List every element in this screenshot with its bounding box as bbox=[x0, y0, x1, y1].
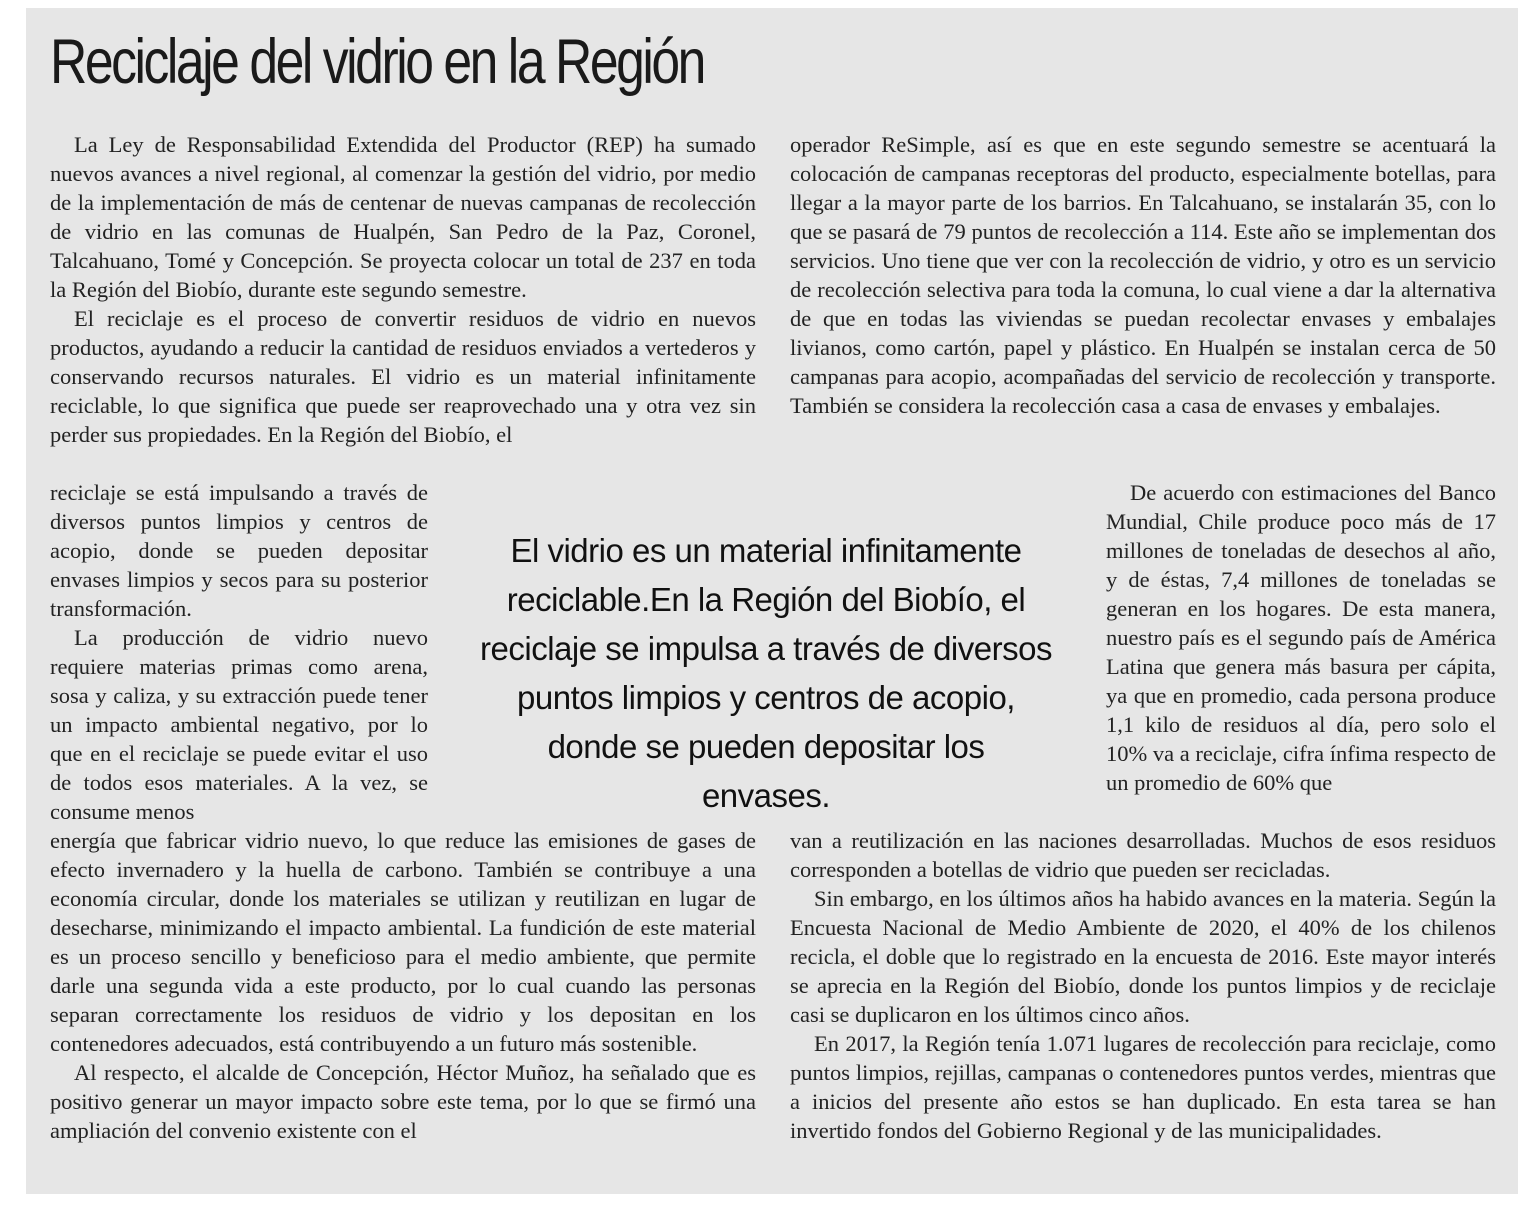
paragraph: Sin embargo, en los últimos años ha habido avances en la materia. Según la Encuesta Nacional de Medio Ambiente de 2020, el 40% de los chilenos recicla, el doble que lo registrado en la encuesta de 2016. Este mayor interés se aprecia en la Región del Biobío, donde los puntos limpios y de reciclaje casi se duplicaron en los últimos cinco años. bbox=[790, 886, 1496, 1027]
paragraph: De acuerdo con estimaciones del Banco Mundial, Chile produce poco más de 17 millones de toneladas de desechos al año, y de éstas, 7,4 millones de toneladas se generan en los hogares. De esta manera, nuestro país es el segundo país de América Latina que genera más basura per cápita, ya que en promedio, cada persona produce 1,1 kilo de residuos al día, pero solo el 10% va a reciclaje, cifra ínfima respecto de un promedio de 60% que bbox=[1106, 480, 1496, 795]
left-column-top bbox=[50, 130, 756, 478]
left-column-bottom bbox=[50, 826, 756, 1174]
right-column-bottom bbox=[790, 826, 1496, 1174]
left-column-narrow bbox=[50, 478, 428, 826]
paragraph: reciclaje se está impulsando a través de diversos puntos limpios y centros de acopio, donde se pueden depositar envases limpios y secos para su posterior transformación. bbox=[50, 480, 428, 621]
article-title: Reciclaje del vidrio en la Región bbox=[50, 27, 704, 97]
right-column-narrow bbox=[1106, 478, 1496, 826]
paragraph: energía que fabricar vidrio nuevo, lo que reduce las emisiones de gases de efecto invernadero y la huella de carbono. También se contribuye a una economía circular, donde los materiales se utilizan y reutilizan en lugar de desecharse, minimizando el impacto ambiental. La fundición de este material es un proceso sencillo y beneficioso para el medio ambiente, que permite darle una segunda vida a este producto, por lo cual cuando las personas separan correctamente los residuos de vidrio y los depositan en los contenedores adecuados, está contribuyendo a un futuro más sostenible. bbox=[50, 828, 756, 1056]
paragraph: La producción de vidrio nuevo requiere materias primas como arena, sosa y caliza, y su extracción puede tener un impacto ambiental negativo, por lo que en el reciclaje se puede evitar el uso de todos esos materiales. A la vez, se consume menos bbox=[50, 625, 428, 824]
paragraph: van a reutilización en las naciones desarrolladas. Muchos de esos residuos corresponden a botellas de vidrio que pueden ser recicladas. bbox=[790, 828, 1496, 882]
paragraph: Al respecto, el alcalde de Concepción, Héctor Muñoz, ha señalado que es positivo generar un mayor impacto sobre este tema, por lo que se firmó una ampliación del convenio existente con el bbox=[50, 1060, 756, 1143]
right-column-top bbox=[790, 130, 1496, 478]
paragraph: operador ReSimple, así es que en este segundo semestre se acentuará la colocación de campanas receptoras del producto, especialmente botellas, para llegar a la mayor parte de los barrios. En Talcahuano, se instalarán 35, con lo que se pasará de 79 puntos de recolección a 114. Este año se implementan dos servicios. Uno tiene que ver con la recolección de vidrio, y otro es un servicio de recolección selectiva para toda la comuna, lo cual viene a dar la alternativa de que en todas las viviendas se puedan recolectar envases y embalajes livianos, como cartón, papel y plástico. En Hualpén se instalan cerca de 50 campanas para acopio, acompañadas del servicio de recolección y transporte. También se considera la recolección casa a casa de envases y embalajes. bbox=[790, 132, 1496, 418]
paragraph: La Ley de Responsabilidad Extendida del Productor (REP) ha sumado nuevos avances a nivel regional, al comenzar la gestión del vidrio, por medio de la implementación de más de centenar de nuevas campanas de recolección de vidrio en las comunas de Hualpén, San Pedro de la Paz, Coronel, Talcahuano, Tomé y Concepción. Se proyecta colocar un total de 237 en toda la Región del Biobío, durante este segundo semestre. bbox=[50, 132, 756, 302]
paragraph: El reciclaje es el proceso de convertir residuos de vidrio en nuevos productos, ayudando a reducir la cantidad de residuos enviados a vertederos y conservando recursos naturales. El vidrio es un material infinitamente reciclable, lo que significa que puede ser reaprovechado una y otra vez sin perder sus propiedades. En la Región del Biobío, el bbox=[50, 306, 756, 447]
pull-quote: El vidrio es un material infinitamente reciclable.En la Región del Biobío, el reciclaje se impulsa a través de diversos puntos limpios y centros de acopio, donde se pueden depositar los envases. bbox=[480, 532, 1052, 814]
paragraph: En 2017, la Región tenía 1.071 lugares de recolección para reciclaje, como puntos limpios, rejillas, campanas o contenedores puntos verdes, mientras que a inicios del presente año estos se han duplicado. En esta tarea se han invertido fondos del Gobierno Regional y de las municipalidades. bbox=[790, 1031, 1496, 1143]
